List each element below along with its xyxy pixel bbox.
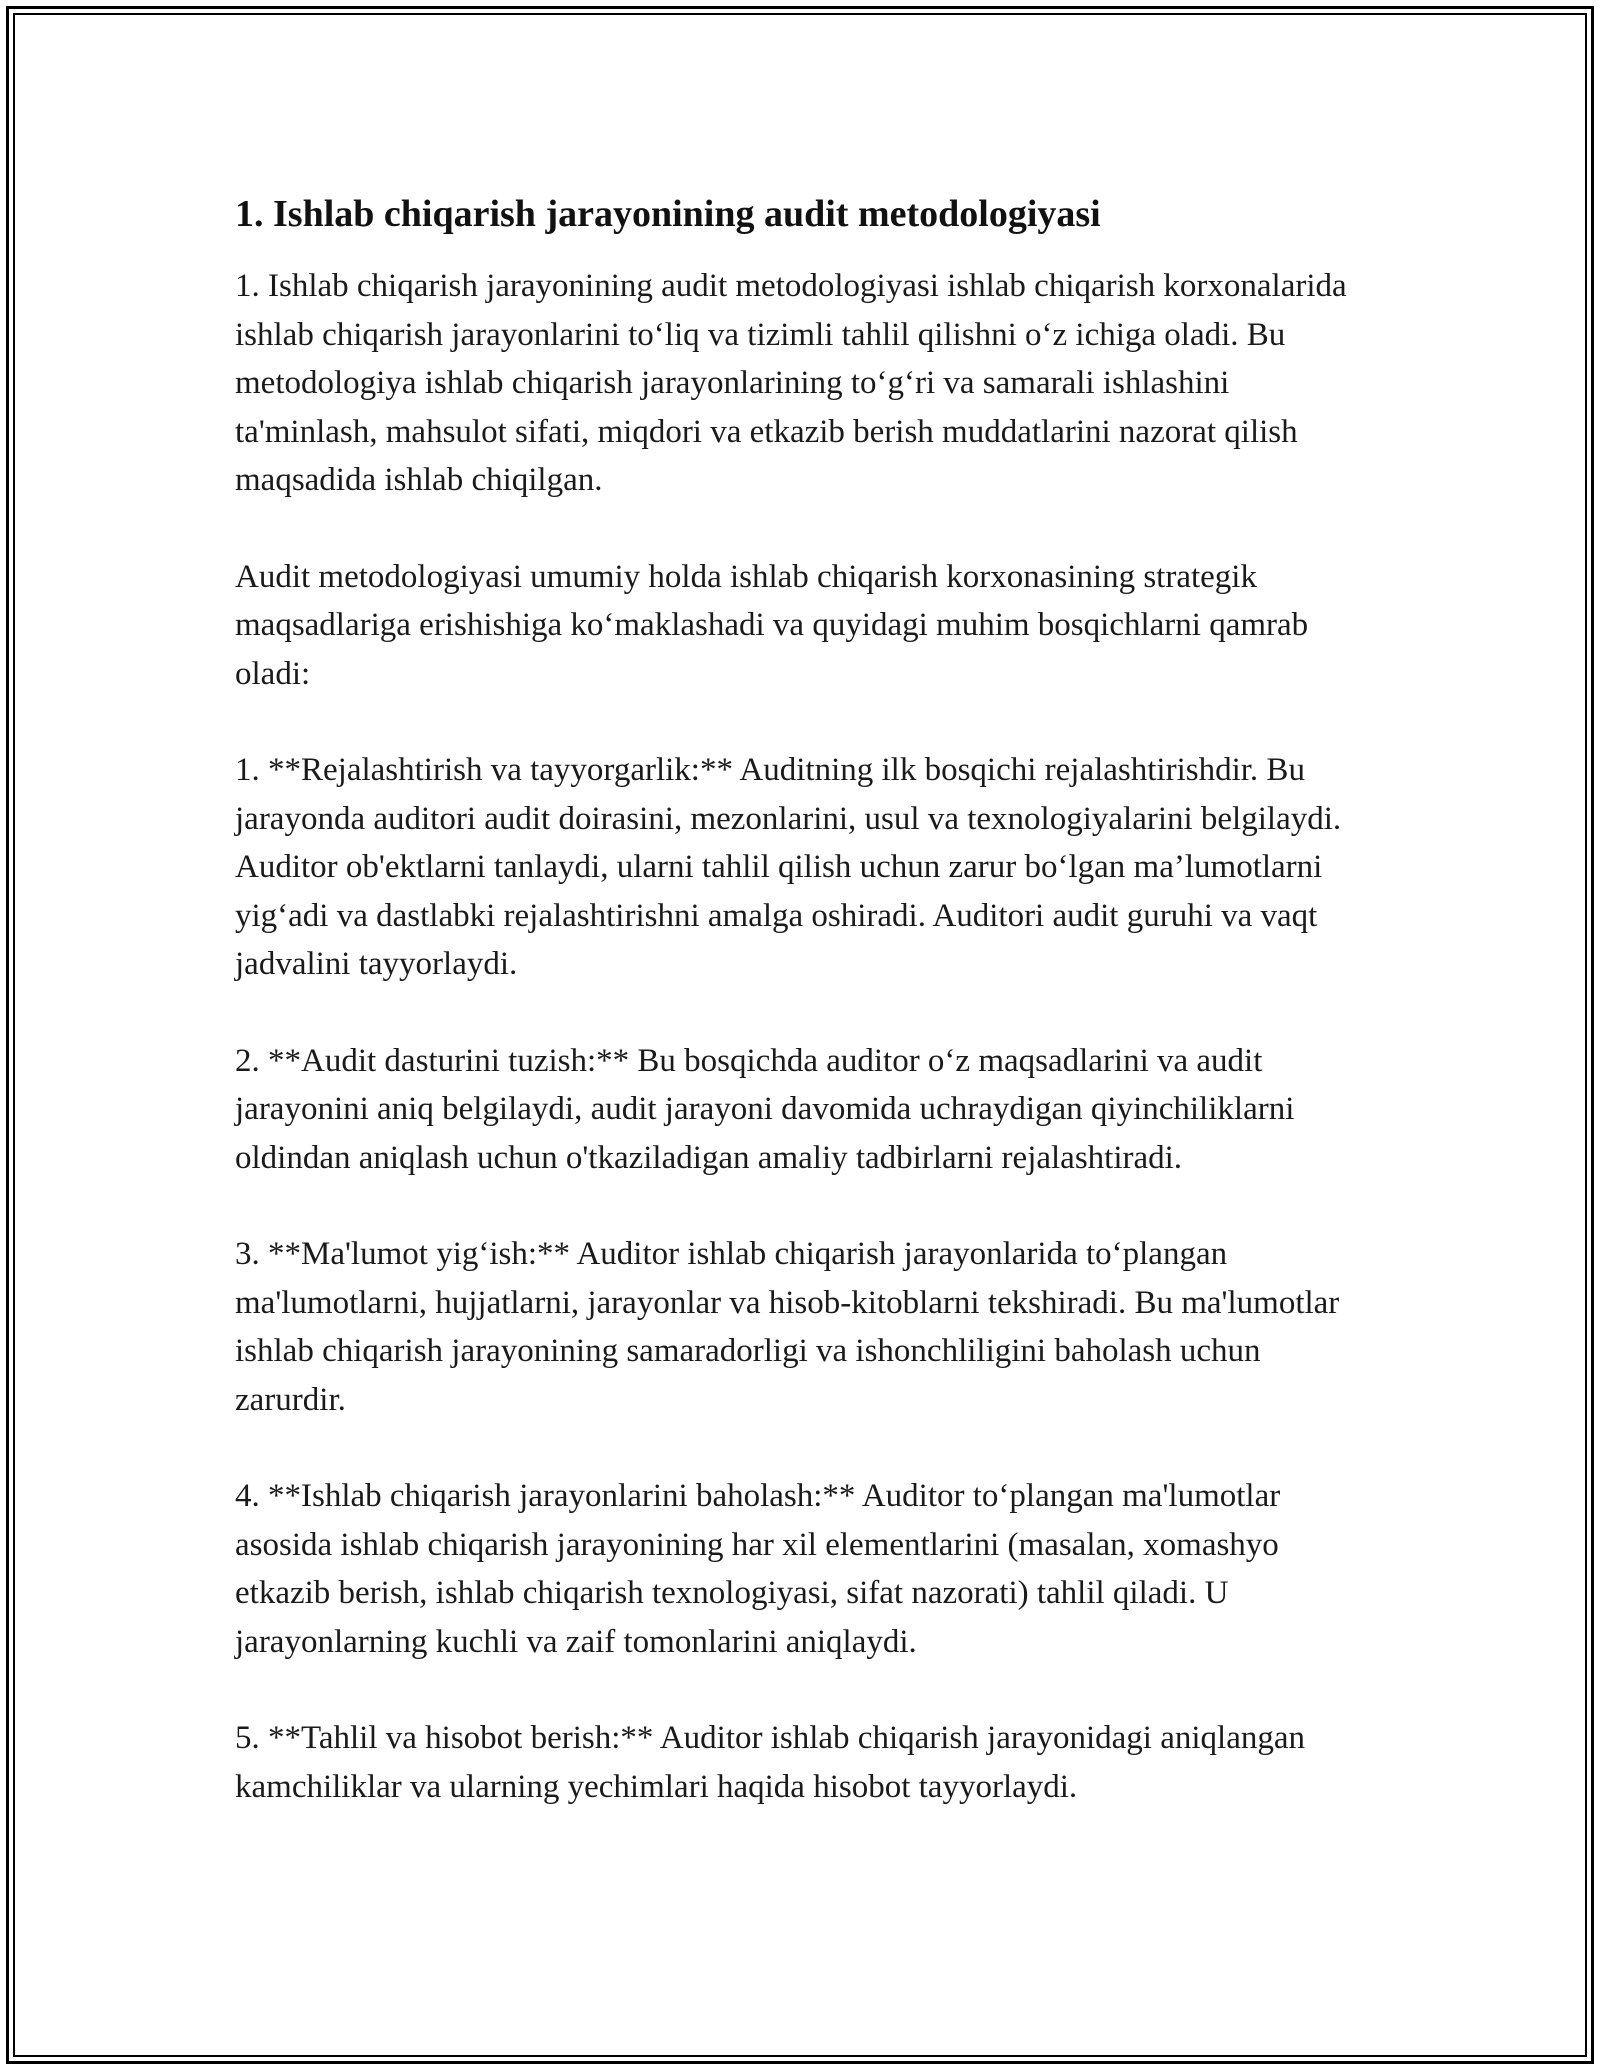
paragraph-step-5: 5. **Tahlil va hisobot berish:** Auditor ishlab chiqarish jarayonidagi aniqlangan kamchiliklar va ularning yechimlari haqida hisobot tayyorlaydi. [235,1720,1305,1805]
document-title: 1. Ishlab chiqarish jarayonining audit metodologiyasi [235,193,1101,235]
paragraph-intro: 1. Ishlab chiqarish jarayonining audit metodologiyasi ishlab chiqarish korxonalarida ishlab chiqarish jarayonlarini to‘liq va tizimli tahlil qilishni o‘z ichiga oladi. Bu metodologiya ishlab chiqarish jarayonlarining to‘g‘ri va samarali ishlashini ta'minlash, mahsulot sifati, miqdori va etkazib berish muddatlarini nazorat qilish maqsadida ishlab chiqilgan. [235,268,1347,498]
paragraph-step-3: 3. **Ma'lumot yig‘ish:** Auditor ishlab chiqarish jarayonlarida to‘plangan ma'lumotlarni, hujjatlarni, jarayonlar va hisob-kitoblarni tekshiradi. Bu ma'lumotlar ishlab chiqarish jarayonining samaradorligi va ishonchliligini baholash uchun zarurdir. [235,1236,1340,1418]
paragraph-step-4: 4. **Ishlab chiqarish jarayonlarini baholash:** Auditor to‘plangan ma'lumotlar asosida ishlab chiqarish jarayonining har xil elementlarini (masalan, xomashyo etkazib berish, ishlab chiqarish texnologiyasi, sifat nazorati) tahlil qiladi. U jarayonlarning kuchli va zaif tomonlarini aniqlaydi. [235,1478,1281,1660]
paragraph-step-2: 2. **Audit dasturini tuzish:** Bu bosqichda auditor o‘z maqsadlarini va audit jarayonini aniq belgilaydi, audit jarayoni davomida uchraydigan qiyinchiliklarni oldindan aniqlash uchun o'tkaziladigan amaliy tadbirlarni rejalashtiradi. [235,1042,1295,1176]
document-body [235,188,1365,1859]
paragraph-step-1: 1. **Rejalashtirish va tayyorgarlik:** Auditning ilk bosqichi rejalashtirishdir. Bu jarayonda auditori audit doirasini, mezonlarini, usul va texnologiyalarini belgilaydi. Auditor ob'ektlarni tanlaydi, ularni tahlil qilish uchun zarur bo‘lgan ma’lumotlarni yig‘adi va dastlabki rejalashtirishni amalga oshiradi. Auditori audit guruhi va vaqt jadvalini tayyorlaydi. [235,752,1342,982]
paragraph-overview: Audit metodologiyasi umumiy holda ishlab chiqarish korxonasining strategik maqsadlariga erishishiga ko‘maklashadi va quyidagi muhim bosqichlarni qamrab oladi: [235,558,1309,692]
